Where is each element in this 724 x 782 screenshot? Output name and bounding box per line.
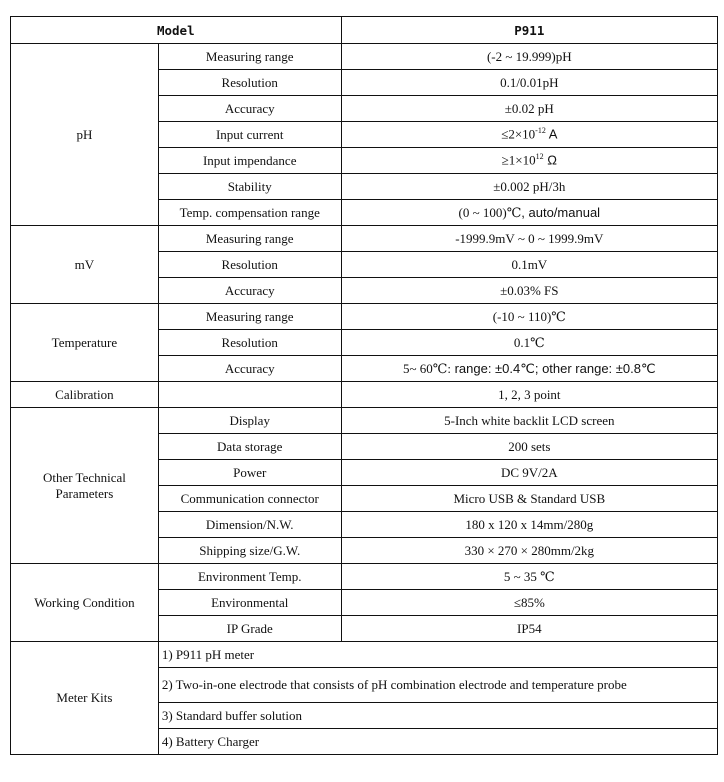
param-label: Environment Temp. xyxy=(158,564,341,590)
value-main: (0 ~ 100)℃ xyxy=(458,204,522,220)
param-label: Power xyxy=(158,460,341,486)
param-value: ≤85% xyxy=(341,590,717,616)
kit-item: 2) Two-in-one electrode that consists of pH combination electrode and temperature probe xyxy=(158,668,717,703)
param-value xyxy=(341,148,717,174)
group-temperature: Temperature xyxy=(11,304,159,382)
param-label: Accuracy xyxy=(158,356,341,382)
param-value: 1, 2, 3 point xyxy=(341,382,717,408)
group-calibration: Calibration xyxy=(11,382,159,408)
kit-item: 4) Battery Charger xyxy=(158,729,717,755)
param-value: IP54 xyxy=(341,616,717,642)
param-value: 0.1mV xyxy=(341,252,717,278)
param-value xyxy=(341,122,717,148)
param-label: Stability xyxy=(158,174,341,200)
param-label: Data storage xyxy=(158,434,341,460)
value-prefix: ≥1×10 xyxy=(501,152,536,168)
value-exponent: 12 xyxy=(535,152,544,162)
table-row xyxy=(11,642,718,668)
model-label: Model xyxy=(11,17,342,44)
param-label: Temp. compensation range xyxy=(158,200,341,226)
spec-table xyxy=(10,16,718,755)
value-prefix: ≤2×10 xyxy=(501,126,536,142)
param-value: 0.1/0.01pH xyxy=(341,70,717,96)
param-label: Communication connector xyxy=(158,486,341,512)
param-value: 330 × 270 × 280mm/2kg xyxy=(341,538,717,564)
table-row xyxy=(11,44,718,70)
param-value xyxy=(341,200,717,226)
kit-item: 3) Standard buffer solution xyxy=(158,703,717,729)
table-row xyxy=(11,304,718,330)
param-label: Measuring range xyxy=(158,226,341,252)
value-unit: Ω xyxy=(543,152,557,168)
param-label: Display xyxy=(158,408,341,434)
param-value: 5 ~ 35 ℃ xyxy=(341,564,717,590)
header-row xyxy=(11,17,718,44)
group-kits: Meter Kits xyxy=(11,642,159,755)
param-value: 200 sets xyxy=(341,434,717,460)
param-label: Environmental xyxy=(158,590,341,616)
param-label: Resolution xyxy=(158,70,341,96)
param-value xyxy=(341,356,717,382)
param-value: (-2 ~ 19.999)pH xyxy=(341,44,717,70)
value-suffix: range: ±0.4℃; other range: ±0.8℃ xyxy=(450,360,656,376)
param-label: Accuracy xyxy=(158,96,341,122)
param-value: ±0.002 pH/3h xyxy=(341,174,717,200)
param-label: Resolution xyxy=(158,252,341,278)
param-value: (-10 ~ 110)℃ xyxy=(341,304,717,330)
param-label: Measuring range xyxy=(158,304,341,330)
value-suffix: , auto/manual xyxy=(521,204,601,220)
value-exponent: -12 xyxy=(535,126,546,136)
group-mv: mV xyxy=(11,226,159,304)
group-working: Working Condition xyxy=(11,564,159,642)
param-label: Input current xyxy=(158,122,341,148)
param-label: Input impendance xyxy=(158,148,341,174)
param-label: IP Grade xyxy=(158,616,341,642)
param-value: Micro USB & Standard USB xyxy=(341,486,717,512)
param-value: -1999.9mV ~ 0 ~ 1999.9mV xyxy=(341,226,717,252)
param-value: 5-Inch white backlit LCD screen xyxy=(341,408,717,434)
param-value: 180 x 120 x 14mm/280g xyxy=(341,512,717,538)
table-row xyxy=(11,382,718,408)
param-label: Dimension/N.W. xyxy=(158,512,341,538)
param-value: ±0.03% FS xyxy=(341,278,717,304)
group-other: Other Technical Parameters xyxy=(11,408,159,564)
model-value: P911 xyxy=(341,17,717,44)
param-label: Measuring range xyxy=(158,44,341,70)
table-row xyxy=(11,408,718,434)
param-label: Accuracy xyxy=(158,278,341,304)
param-label: Resolution xyxy=(158,330,341,356)
kit-item: 1) P911 pH meter xyxy=(158,642,717,668)
param-value: DC 9V/2A xyxy=(341,460,717,486)
param-value: 0.1℃ xyxy=(341,330,717,356)
table-row xyxy=(11,226,718,252)
param-label: Shipping size/G.W. xyxy=(158,538,341,564)
group-ph: pH xyxy=(11,44,159,226)
table-row xyxy=(11,564,718,590)
value-main: 5~ 60℃: xyxy=(403,360,451,376)
value-unit: A xyxy=(545,126,558,142)
param-value: ±0.02 pH xyxy=(341,96,717,122)
param-label-empty xyxy=(158,382,341,408)
